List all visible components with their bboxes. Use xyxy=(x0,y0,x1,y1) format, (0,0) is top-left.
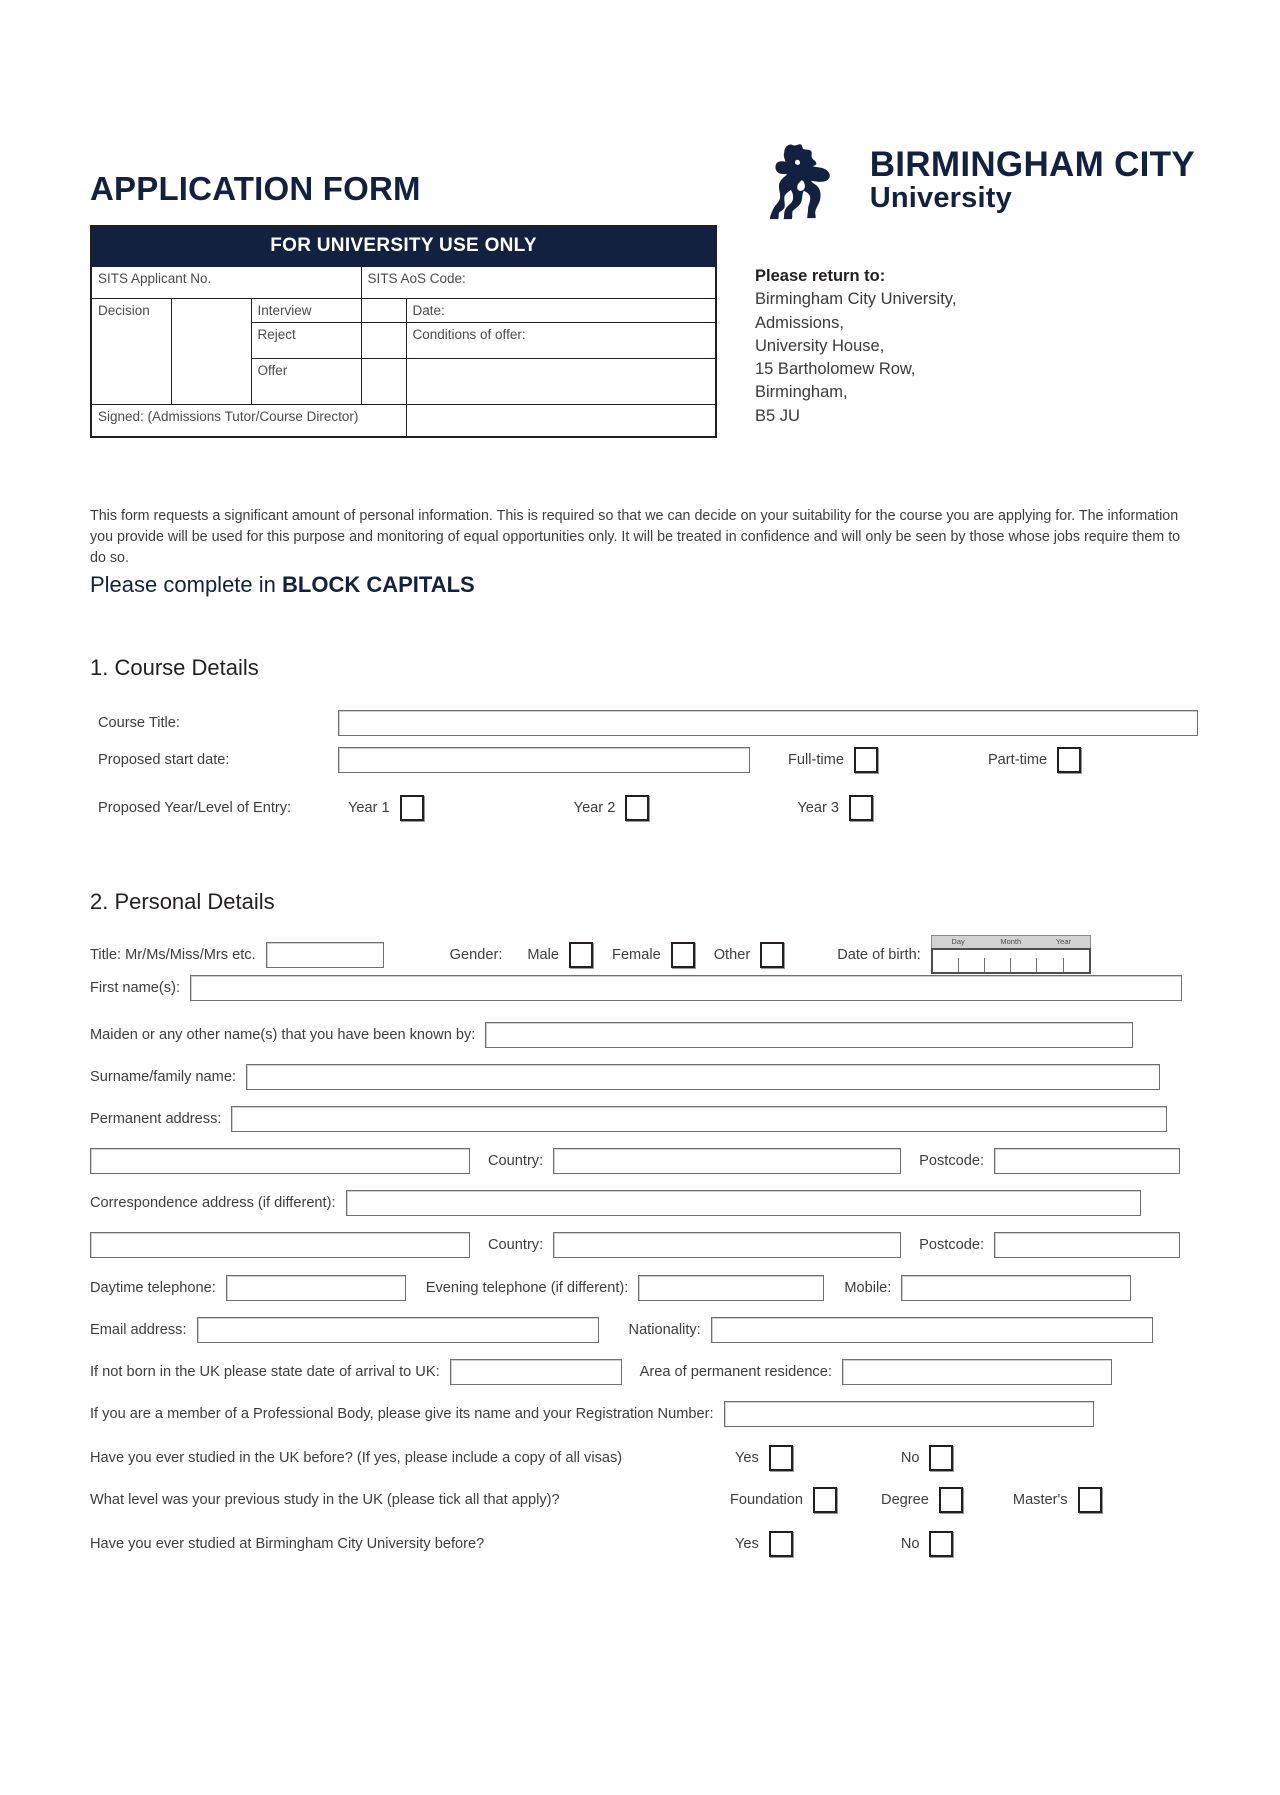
return-address-line: B5 JU xyxy=(755,406,800,425)
field-row-permanent-address xyxy=(90,1106,1167,1132)
first-names-input[interactable] xyxy=(190,975,1182,1001)
section-heading-personal-details: 2. Personal Details xyxy=(90,889,275,914)
level-masters-checkbox[interactable] xyxy=(1078,1487,1102,1513)
return-address-line: Birmingham, xyxy=(755,383,848,402)
evening-phone-input[interactable] xyxy=(638,1275,824,1301)
field-row-telephones xyxy=(90,1275,1131,1301)
cell-offer-value[interactable] xyxy=(361,359,406,405)
daytime-phone-input[interactable] xyxy=(226,1275,406,1301)
gender-label: Gender: xyxy=(449,946,503,963)
surname-label: Surname/family name: xyxy=(90,1069,236,1085)
dob-cell[interactable] xyxy=(985,958,1011,972)
surname-input[interactable] xyxy=(246,1064,1160,1090)
block-capitals-prefix: Please complete in xyxy=(90,572,282,597)
year-level-label: Proposed Year/Level of Entry: xyxy=(98,800,292,816)
studied-bcu-yes-label: Yes xyxy=(735,1536,759,1552)
cell-date[interactable]: Date: xyxy=(406,299,716,323)
logo-line-2: University xyxy=(869,182,1012,214)
year2-checkbox[interactable] xyxy=(625,795,649,821)
gender-other-label: Other xyxy=(713,946,751,963)
cell-interview: Interview xyxy=(251,299,361,323)
level-foundation-label: Foundation xyxy=(730,1492,804,1508)
return-address-heading: Please return to: xyxy=(755,267,886,285)
cell-offer: Offer xyxy=(251,359,361,405)
dob-cell[interactable] xyxy=(1064,958,1089,972)
field-row-proposed-start xyxy=(98,747,1198,773)
studied-uk-no-checkbox[interactable] xyxy=(929,1445,953,1471)
cell-decision: Decision xyxy=(91,299,171,405)
cell-signed-value[interactable] xyxy=(406,405,716,437)
return-address-line: Admissions, xyxy=(755,313,844,332)
mobile-input[interactable] xyxy=(901,1275,1131,1301)
year3-checkbox[interactable] xyxy=(849,795,873,821)
title-input[interactable] xyxy=(266,942,384,968)
dob-cell[interactable] xyxy=(1011,958,1037,972)
arrival-label: If not born in the UK please state date of arrival to UK: xyxy=(90,1364,440,1380)
dob-cell[interactable] xyxy=(959,958,985,972)
page-title: APPLICATION FORM xyxy=(90,170,421,207)
level-label: What level was your previous study in the UK (please tick all that apply)? xyxy=(90,1492,560,1508)
correspondence-address-input[interactable] xyxy=(346,1190,1141,1216)
permanent-postcode-input[interactable] xyxy=(994,1148,1180,1174)
table-row-banner xyxy=(91,226,716,267)
cell-sits-applicant-no[interactable]: SITS Applicant No. xyxy=(91,267,361,299)
title-label: Title: Mr/Ms/Miss/Mrs etc. xyxy=(90,946,256,963)
permanent-country-input[interactable] xyxy=(553,1148,901,1174)
gender-female-label: Female xyxy=(612,946,661,963)
dob-month-label: Month xyxy=(1000,937,1022,946)
email-input[interactable] xyxy=(197,1317,599,1343)
correspondence-postcode-label: Postcode: xyxy=(919,1237,985,1253)
level-degree-checkbox[interactable] xyxy=(939,1487,963,1513)
part-time-checkbox[interactable] xyxy=(1057,747,1081,773)
level-foundation-checkbox[interactable] xyxy=(813,1487,837,1513)
dob-header xyxy=(931,935,1091,948)
block-capitals-note xyxy=(90,572,475,598)
proposed-start-label: Proposed start date: xyxy=(98,752,230,768)
field-row-email-nationality xyxy=(90,1317,1153,1343)
permanent-address-input[interactable] xyxy=(231,1106,1167,1132)
correspondence-address-label: Correspondence address (if different): xyxy=(90,1195,336,1211)
correspondence-address-line2-input[interactable] xyxy=(90,1232,470,1258)
bcu-logo xyxy=(764,140,1195,220)
table-row xyxy=(91,405,716,437)
dob-day-label: Day xyxy=(951,937,965,946)
proposed-start-input[interactable] xyxy=(338,747,750,773)
nationality-label: Nationality: xyxy=(628,1322,701,1338)
cell-signed-label: Signed: (Admissions Tutor/Course Director) xyxy=(91,405,406,437)
university-use-banner: FOR UNIVERSITY USE ONLY xyxy=(91,226,716,267)
gender-male-checkbox[interactable] xyxy=(569,942,593,968)
field-row-surname xyxy=(90,1064,1160,1090)
return-address-line: 15 Bartholomew Row, xyxy=(755,360,916,378)
return-address-line: University House, xyxy=(755,336,885,355)
field-row-studied-uk xyxy=(90,1445,953,1471)
intro-paragraph: This form requests a significant amount of personal information. This is required so that we can decide on your suitability for the course you are applying for. The information you provide will be used for this purpose and monitoring of equal opportunities only. It will be treated in confidence and will only be seen by those whose jobs require them to do so. xyxy=(90,508,1181,567)
permanent-address-line2-input[interactable] xyxy=(90,1148,470,1174)
field-row-studied-bcu xyxy=(90,1531,953,1557)
area-residence-label: Area of permanent residence: xyxy=(639,1364,832,1380)
table-row xyxy=(91,299,716,323)
daytime-phone-label: Daytime telephone: xyxy=(90,1280,216,1296)
area-residence-input[interactable] xyxy=(842,1359,1112,1385)
studied-bcu-no-checkbox[interactable] xyxy=(929,1531,953,1557)
mobile-label: Mobile: xyxy=(844,1280,892,1296)
year3-label: Year 3 xyxy=(797,800,840,816)
gender-other-checkbox[interactable] xyxy=(760,942,784,968)
year2-label: Year 2 xyxy=(573,800,616,816)
studied-bcu-label: Have you ever studied at Birmingham City University before? xyxy=(90,1536,485,1552)
gender-male-label: Male xyxy=(527,946,560,963)
maiden-name-label: Maiden or any other name(s) that you have been known by: xyxy=(90,1027,476,1043)
correspondence-country-input[interactable] xyxy=(553,1232,901,1258)
date-of-birth-field[interactable] xyxy=(931,935,1091,974)
cell-decision-value[interactable] xyxy=(171,299,251,405)
studied-uk-yes-checkbox[interactable] xyxy=(769,1445,793,1471)
field-row-correspondence-address xyxy=(90,1190,1141,1216)
field-row-maiden-name xyxy=(90,1022,1133,1048)
permanent-address-label: Permanent address: xyxy=(90,1111,222,1127)
course-title-label: Course Title: xyxy=(98,715,180,731)
gender-female-checkbox[interactable] xyxy=(671,942,695,968)
cell-conditions-of-offer[interactable]: Conditions of offer: xyxy=(406,323,716,359)
level-degree-label: Degree xyxy=(881,1492,929,1508)
full-time-label: Full-time xyxy=(788,752,844,768)
block-capitals-emphasis: BLOCK CAPITALS xyxy=(282,572,475,597)
course-title-input[interactable] xyxy=(338,710,1198,736)
studied-bcu-no-label: No xyxy=(900,1536,920,1552)
full-time-checkbox[interactable] xyxy=(854,747,878,773)
first-names-label: First name(s): xyxy=(90,980,180,996)
dob-year-label: Year xyxy=(1055,937,1072,946)
permanent-country-label: Country: xyxy=(488,1153,544,1169)
studied-bcu-yes-checkbox[interactable] xyxy=(769,1531,793,1557)
field-row-permanent-address-line2 xyxy=(90,1148,1180,1174)
studied-uk-yes-label: Yes xyxy=(735,1450,759,1466)
dob-cell[interactable] xyxy=(1037,958,1063,972)
cell-conditions-value[interactable] xyxy=(406,359,716,405)
cell-reject-value[interactable] xyxy=(361,323,406,359)
bcu-logo-text xyxy=(870,147,1195,213)
correspondence-country-label: Country: xyxy=(488,1237,544,1253)
return-address-block xyxy=(755,265,956,428)
cell-sits-aos-code[interactable]: SITS AoS Code: xyxy=(361,267,716,299)
studied-uk-label: Have you ever studied in the UK before? (If yes, please include a copy of all visas) xyxy=(90,1450,623,1466)
permanent-postcode-label: Postcode: xyxy=(919,1153,985,1169)
professional-body-label: If you are a member of a Professional Body, please give its name and your Registration Number: xyxy=(90,1406,714,1422)
correspondence-postcode-input[interactable] xyxy=(994,1232,1180,1258)
cell-reject: Reject xyxy=(251,323,361,359)
year1-label: Year 1 xyxy=(348,800,390,816)
university-use-table xyxy=(90,225,717,438)
section-heading-course-details: 1. Course Details xyxy=(90,655,259,680)
year1-checkbox[interactable] xyxy=(400,795,424,821)
table-row xyxy=(91,267,716,299)
dob-cells[interactable] xyxy=(931,948,1091,974)
professional-body-input[interactable] xyxy=(724,1401,1094,1427)
email-label: Email address: xyxy=(90,1322,187,1338)
maiden-name-input[interactable] xyxy=(485,1022,1133,1048)
field-row-year-of-entry xyxy=(98,795,1198,821)
dob-cell[interactable] xyxy=(933,958,959,972)
studied-uk-no-label: No xyxy=(900,1450,920,1466)
field-row-title-gender-dob xyxy=(90,935,1200,974)
level-masters-label: Master's xyxy=(1012,1492,1068,1508)
arrival-input[interactable] xyxy=(450,1359,622,1385)
dob-label: Date of birth: xyxy=(837,946,921,963)
field-row-previous-level xyxy=(90,1487,1102,1513)
nationality-input[interactable] xyxy=(711,1317,1153,1343)
page-header xyxy=(90,140,1195,220)
field-row-arrival-residence xyxy=(90,1359,1112,1385)
bcu-lion-icon xyxy=(764,140,856,220)
evening-phone-label: Evening telephone (if different): xyxy=(425,1280,629,1296)
field-row-professional-body xyxy=(90,1401,1094,1427)
logo-line-1: BIRMINGHAM CITY xyxy=(869,145,1195,184)
return-address-line: Birmingham City University, xyxy=(755,290,957,309)
field-row-course-title xyxy=(98,710,1198,736)
field-row-correspondence-address-line2 xyxy=(90,1232,1180,1258)
cell-interview-value[interactable] xyxy=(361,299,406,323)
part-time-label: Part-time xyxy=(987,752,1048,768)
field-row-first-names xyxy=(90,975,1182,1001)
